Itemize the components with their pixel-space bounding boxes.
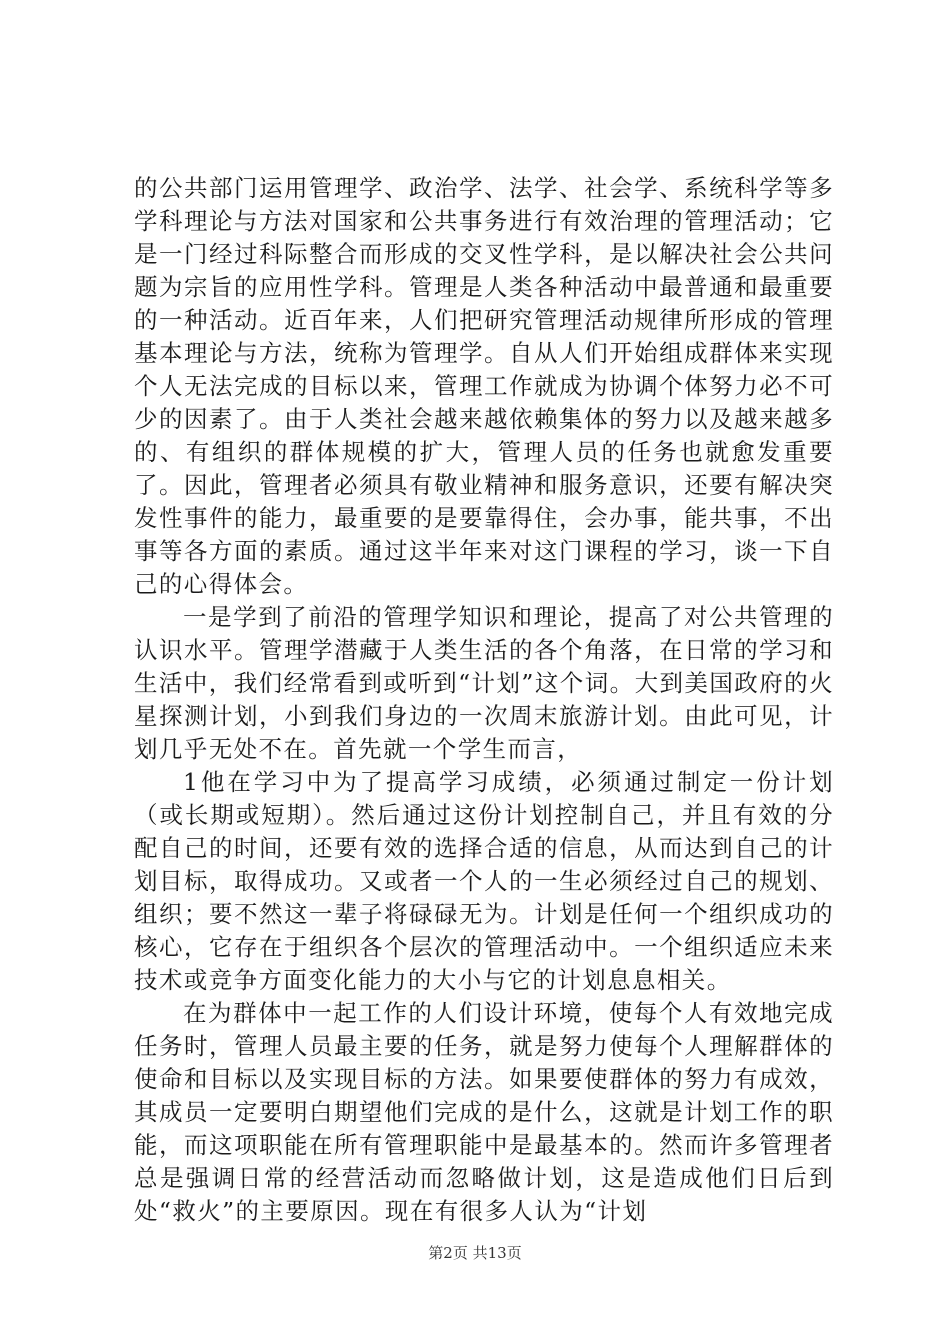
paragraph-continuation: 的公共部门运用管理学、政治学、法学、社会学、系统科学等多学科理论与方法对国家和公共事务进行有效治理的管理活动；它是一门经过科际整合而形成的交叉性学科，是以解决社会公共问题为宗旨的应用性学科。管理是人类各种活动中最普通和最重要的一种活动。近百年来，人们把研究管理活动规律所形成的管理基本理论与方法，统称为管理学。自从人们开始组成群体来实现个人无法完成的目标以来，管理工作就成为协调个体努力必不可少的因素了。由于人类社会越来越依赖集体的努力以及越来越多的、有组织的群体规模的扩大，管理人员的任务也就愈发重要了。因此，管理者必须具有敬业精神和服务意识，还要有解决突发性事件的能力，最重要的是要靠得住，会办事，能共事，不出事等各方面的素质。通过这半年来对这门课程的学习，谈一下自己的心得体会。 <box>134 174 834 598</box>
paragraph-group-planning: 在为群体中一起工作的人们设计环境，使每个人有效地完成任务时，管理人员最主要的任务，就是努力使每个人理解群体的使命和目标以及实现目标的方法。如果要使群体的努力有成效，其成员一定要明白期望他们完成的是什么，这就是计划工作的职能，而这项职能在所有管理职能中是最基本的。然而许多管理者总是强调日常的经营活动而忽略做计划，这是造成他们日后到处“救火”的主要原因。现在有很多人认为“计划 <box>134 999 834 1225</box>
paragraph-study-plan: 1他在学习中为了提高学习成绩，必须通过制定一份计划（或长期或短期）。然后通过这份计划控制自己，并且有效的分配自己的时间，还要有效的选择合适的信息，从而达到自己的计划目标，取得成功。又或者一个人的一生必须经过自己的规划、组织；要不然这一辈子将碌碌无为。计划是任何一个组织成功的核心，它存在于组织各个层次的管理活动中。一个组织适应未来技术或竞争方面变化能力的大小与它的计划息息相关。 <box>134 768 834 994</box>
page-footer: 第2页 共13页 <box>428 1244 522 1262</box>
paragraph-management-knowledge: 一是学到了前沿的管理学知识和理论，提高了对公共管理的认识水平。管理学潜藏于人类生活的各个角落，在日常的学习和生活中，我们经常看到或听到“计划”这个词。大到美国政府的火星探测计划，小到我们身边的一次周末旅游计划。由此可见，计划几乎无处不在。首先就一个学生而言， <box>134 603 834 763</box>
document-body <box>134 172 834 1228</box>
